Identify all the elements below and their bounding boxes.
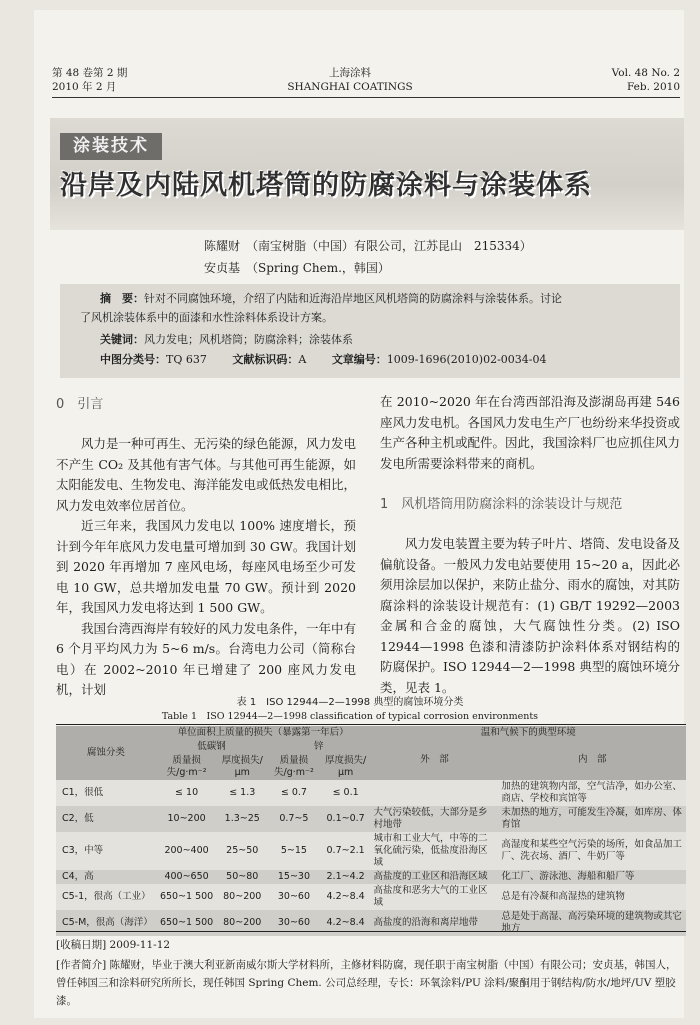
author-1: 陈耀财 （南宝树脂（中国）有限公司，江苏昆山 215334）: [204, 239, 532, 253]
th-class: 腐蚀分类: [56, 726, 156, 780]
cell-steel-mass: 10~200: [156, 806, 218, 832]
cell-indoor: 总是处于高湿、高污染环境的建筑物或其它地方: [498, 910, 686, 936]
author-2: 安贞基 （Spring Chem.，韩国）: [204, 261, 390, 275]
classification-line: [80, 350, 670, 369]
cell-outdoor: 高盐度的工业区和沿海区域: [371, 870, 499, 884]
table-top-rule: [56, 724, 686, 725]
section-0-heading: 0 引言: [56, 397, 104, 412]
section-tag: 涂装技术: [60, 133, 162, 160]
journal-en: SHANGHAI COATINGS: [287, 81, 413, 93]
cell-class: C1，很低: [56, 780, 156, 806]
clc-value: TQ 637: [166, 353, 207, 366]
article-number-label: 文章编号：: [331, 353, 387, 366]
abstract-text-2: 了风机涂装体系中的面漆和水性涂料体系设计方案。: [80, 311, 333, 324]
article-title: 沿岸及内陆风机塔筒的防腐涂料与涂装体系: [60, 170, 592, 201]
cell-steel-mass: 400~650: [156, 870, 218, 884]
cell-zinc-thickness: ≤ 0.1: [321, 780, 371, 806]
cell-class: C5-1，很高（工业）: [56, 884, 156, 910]
th-thickness-loss-zinc: 厚度损失/μm: [321, 754, 371, 780]
th-loss: 单位面积上质量的损失（暴露第一年后）: [156, 726, 371, 740]
cell-class: C3，中等: [56, 832, 156, 870]
cell-steel-thickness: 25~50: [217, 832, 267, 870]
th-zinc: 锌: [267, 740, 370, 754]
cell-steel-mass: 650~1 500: [156, 910, 218, 936]
corrosion-table: [56, 726, 686, 936]
left-paragraph-2: 近三年来，我国风力发电以 100% 速度增长，预计到今年年底风力发电量可增加到 30 GW。我国计划到 2020 年再增加 7 座风电场，每座风电场至少可发电 10 GW，总共增加发电量 70 GW。预计到 2020 年，我国风力发电将达到 1 500 GW。: [56, 518, 356, 615]
cell-outdoor: [371, 780, 499, 806]
header-rule: [52, 97, 680, 98]
cell-zinc-thickness: 4.2~8.4: [321, 910, 371, 936]
cell-steel-mass: 200~400: [156, 832, 218, 870]
cell-zinc-thickness: 0.1~0.7: [321, 806, 371, 832]
cell-zinc-thickness: 0.7~2.1: [321, 832, 371, 870]
th-indoor: 内 部: [498, 740, 686, 780]
cell-class: C2，低: [56, 806, 156, 832]
header-center: [0, 66, 700, 94]
keywords-line: [80, 330, 670, 349]
date-en: Feb. 2010: [626, 81, 680, 93]
cell-class: C4，高: [56, 870, 156, 884]
cell-steel-thickness: 80~200: [217, 884, 267, 910]
cell-steel-thickness: 1.3~25: [217, 806, 267, 832]
table-row: [56, 870, 686, 884]
article-number-value: 1009-1696(2010)02-0034-04: [386, 353, 547, 366]
table-row: [56, 910, 686, 936]
table-caption-en: Table 1 ISO 12944—2—1998 classification of typical corrosion environments: [161, 711, 539, 722]
left-column: [56, 394, 356, 701]
cell-zinc-mass: 30~60: [267, 910, 321, 936]
abstract-line-2: [80, 308, 670, 327]
cell-outdoor: 大气污染较低，大部分是乡村地带: [371, 806, 499, 832]
doc-code-label: 文献标识码：: [232, 353, 299, 366]
th-mass-loss-zinc: 质量损失/g·m⁻²: [267, 754, 321, 780]
th-mass-loss-steel: 质量损失/g·m⁻²: [156, 754, 218, 780]
table-row: [56, 806, 686, 832]
right-column: [380, 392, 680, 698]
volume-en: Vol. 48 No. 2: [611, 67, 680, 79]
cell-zinc-mass: 0.7~5: [267, 806, 321, 832]
abstract-text-1: 针对不同腐蚀环境，介绍了内陆和近海沿岸地区风机塔筒的防腐涂料与涂装体系。讨论: [144, 292, 562, 305]
cell-class: C5-M，很高（海洋）: [56, 910, 156, 936]
doc-code-value: A: [298, 353, 307, 366]
abstract-line-1: [80, 289, 670, 308]
abstract-label: 摘 要：: [100, 292, 144, 305]
cell-steel-thickness: 80~200: [217, 910, 267, 936]
keywords-label: 关键词：: [100, 333, 144, 346]
th-outdoor: 外 部: [371, 740, 499, 780]
right-paragraph-2: 风力发电装置主要为转子叶片、塔筒、发电设备及偏航设备。一般风力发电站要使用 15~20 a，因此必须用涂层加以保护，来防止盐分、雨水的腐蚀，对其防腐涂料的涂装设计规范有：(1) GB/T 19292—2003 金属和合金的腐蚀，大气腐蚀性分类。(2) ISO 12944—1998 色漆和清漆防护涂料体系对钢结构的防腐保护。ISO 12944—2—1998 典型的腐蚀环境分类，见表 1。: [380, 536, 681, 695]
received-date: [收稿日期] 2009-11-12: [56, 939, 171, 951]
footnote-rule: [56, 931, 686, 932]
table-caption-cn: 表 1 ISO 12944—2—1998 典型的腐蚀环境分类: [236, 697, 464, 708]
table-row: [56, 780, 686, 806]
author-bio: [作者简介] 陈耀财，毕业于澳大利亚新南威尔斯大学材料所，主修材料防腐，现任职于南宝树脂（中国）有限公司；安贞基，韩国人，曾任韩国三和涂料研究所所长，现任韩国 Spring Chem. 公司总经理，专长：环氧涂料/PU 涂料/聚酮用于钢结构/防水/地坪/UV 塑胶漆。: [56, 959, 677, 1007]
date-cn: 2010 年 2 月: [52, 81, 117, 93]
cell-outdoor: 高盐度和恶劣大气的工业区域: [371, 884, 499, 910]
cell-indoor: 加热的建筑物内部，空气洁净，如办公室、商店、学校和宾馆等: [498, 780, 686, 806]
cell-steel-thickness: 50~80: [217, 870, 267, 884]
cell-outdoor: 城市和工业大气，中等的二氧化硫污染，低盐度沿海区域: [371, 832, 499, 870]
left-paragraph-3: 我国台湾西海岸有较好的风力发电条件，一年中有 6 个月平均风力为 5~6 m/s。台湾电力公司（简称台电）在 2002~2010 年已增建了 200 座风力发电机，计划: [56, 620, 357, 697]
volume-cn: 第 48 卷第 2 期: [52, 67, 128, 79]
cell-indoor: 化工厂、游泳池、海船和船厂等: [498, 870, 686, 884]
th-thickness-loss-steel: 厚度损失/μm: [217, 754, 267, 780]
clc-label: 中图分类号：: [100, 353, 166, 366]
th-carbon-steel: 低碳钢: [156, 740, 267, 754]
cell-zinc-mass: 5~15: [267, 832, 321, 870]
th-env: 温和气候下的典型环境: [371, 726, 687, 740]
journal-cn: 上海涂料: [329, 67, 371, 79]
cell-outdoor: 高盐度的沿海和离岸地带: [371, 910, 499, 936]
cell-indoor: 未加热的地方，可能发生冷凝，如库房、体育馆: [498, 806, 686, 832]
left-paragraph-1: 风力是一种可再生、无污染的绿色能源，风力发电不产生 CO₂ 及其他有害气体。与其他可再生能源，如太阳能发电、生物发电、海洋能发电或低热发电相比，风力发电效率位居首位。: [56, 436, 357, 513]
cell-steel-mass: 650~1 500: [156, 884, 218, 910]
header-right: [612, 66, 680, 94]
author-block: [204, 235, 532, 279]
section-1-heading: 1 风机塔筒用防腐涂料的涂装设计与规范: [380, 497, 623, 512]
cell-zinc-mass: 15~30: [267, 870, 321, 884]
cell-zinc-thickness: 2.1~4.2: [321, 870, 371, 884]
cell-zinc-thickness: 4.2~8.4: [321, 884, 371, 910]
right-paragraph-1: 在 2010~2020 年在台湾西部沿海及澎湖岛再建 546 座风力发电机。各国风力发电生产厂也纷纷来华投资或生产各种主机或配件。因此，我国涂料厂也应抓住风力发电所需要涂料带来的商机。: [380, 394, 681, 471]
cell-zinc-mass: 30~60: [267, 884, 321, 910]
keywords: 风力发电；风机塔筒；防腐涂料；涂装体系: [144, 333, 353, 346]
cell-steel-thickness: ≤ 1.3: [217, 780, 267, 806]
cell-indoor: 高湿度和某些空气污染的场所，如食品加工厂、洗衣场、酒厂、牛奶厂等: [498, 832, 686, 870]
cell-steel-mass: ≤ 10: [156, 780, 218, 806]
cell-zinc-mass: ≤ 0.7: [267, 780, 321, 806]
table-row: [56, 832, 686, 870]
table-row: [56, 884, 686, 910]
cell-indoor: 总是有冷凝和高湿热的建筑物: [498, 884, 686, 910]
